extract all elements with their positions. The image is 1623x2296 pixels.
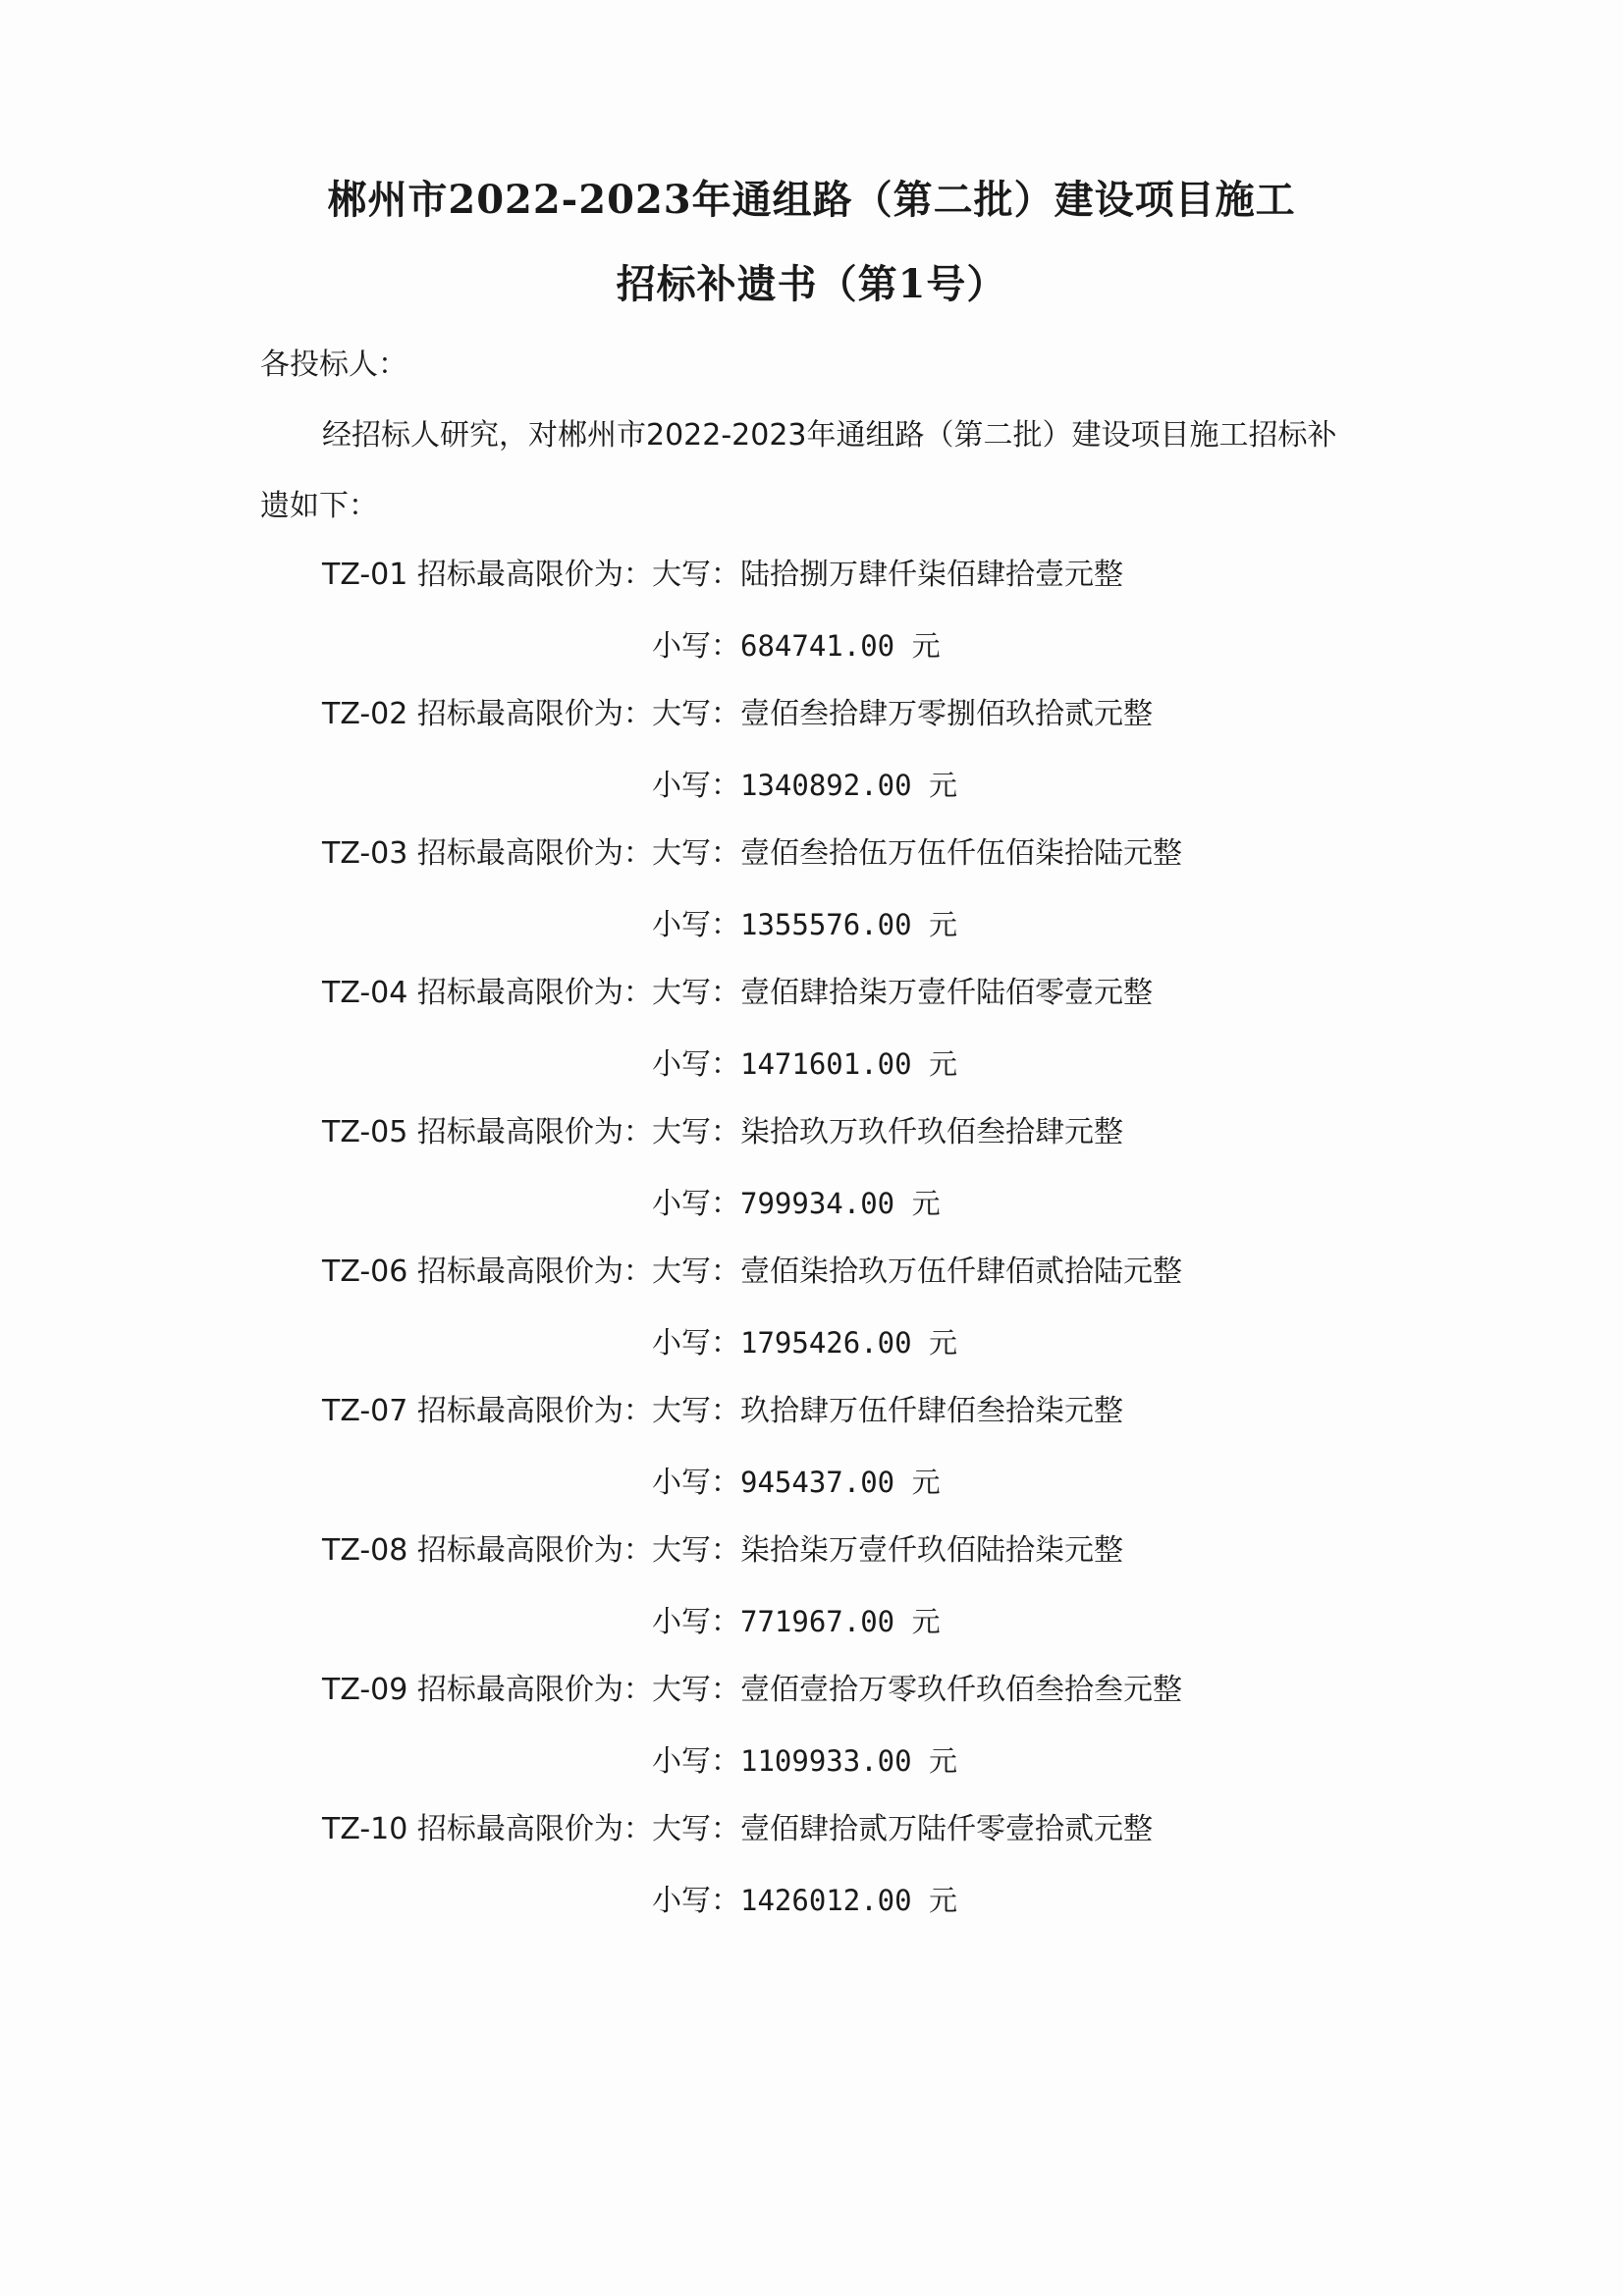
lower-label: 小写： xyxy=(652,1744,740,1779)
lower-amount: 1340892.00 元 xyxy=(740,769,958,802)
item-code-label: TZ-10 招标最高限价为： xyxy=(322,1812,653,1846)
upper-amount-line xyxy=(652,834,1182,874)
upper-amount-line xyxy=(652,695,1153,734)
lower-label: 小写： xyxy=(652,1187,740,1221)
lower-amount-line xyxy=(652,1463,941,1503)
upper-label: 大写： xyxy=(652,976,740,1010)
item-code-label: TZ-08 招标最高限价为： xyxy=(322,1533,653,1568)
lower-amount-line xyxy=(652,1881,957,1921)
lower-amount-line xyxy=(652,1044,957,1085)
lower-amount-line xyxy=(652,1323,957,1363)
upper-amount-line xyxy=(652,974,1153,1013)
upper-amount-line xyxy=(652,1392,1123,1431)
upper-label: 大写： xyxy=(652,1394,740,1428)
lower-label: 小写： xyxy=(652,908,740,942)
upper-label: 大写： xyxy=(652,1115,740,1149)
lower-amount: 1795426.00 元 xyxy=(740,1326,958,1360)
lower-label: 小写： xyxy=(652,1047,740,1082)
lower-amount: 1471601.00 元 xyxy=(740,1047,958,1081)
upper-amount-line xyxy=(652,1253,1182,1292)
upper-amount-line xyxy=(652,1671,1182,1710)
lower-label: 小写： xyxy=(652,1605,740,1639)
lower-amount-line xyxy=(652,626,941,667)
price-item xyxy=(0,1392,1623,1531)
item-code-label: TZ-05 招标最高限价为： xyxy=(322,1115,653,1149)
lower-amount: 945437.00 元 xyxy=(740,1466,941,1499)
price-item xyxy=(0,1113,1623,1253)
salutation: 各投标人： xyxy=(260,347,407,382)
upper-amount: 壹佰壹拾万零玖仟玖佰叁拾叁元整 xyxy=(740,1673,1182,1707)
lower-amount: 684741.00 元 xyxy=(740,629,941,663)
upper-amount-line xyxy=(652,556,1123,595)
upper-amount: 壹佰叁拾伍万伍仟伍佰柒拾陆元整 xyxy=(740,836,1182,871)
lower-label: 小写： xyxy=(652,1326,740,1361)
upper-amount: 玖拾肆万伍仟肆佰叁拾柒元整 xyxy=(740,1394,1123,1428)
price-item xyxy=(0,1253,1623,1392)
item-code-label: TZ-09 招标最高限价为： xyxy=(322,1673,653,1707)
lower-amount-line xyxy=(652,766,957,806)
price-item xyxy=(0,1810,1623,1949)
upper-amount: 壹佰肆拾柒万壹仟陆佰零壹元整 xyxy=(740,976,1153,1010)
intro-text-line-1: 经招标人研究，对郴州市2022-2023年通组路（第二批）建设项目施工招标补 xyxy=(322,418,1337,453)
upper-label: 大写： xyxy=(652,1533,740,1568)
upper-label: 大写： xyxy=(652,1812,740,1846)
upper-amount: 柒拾玖万玖仟玖佰叁拾肆元整 xyxy=(740,1115,1123,1149)
lower-amount: 1355576.00 元 xyxy=(740,908,958,941)
lower-amount: 1426012.00 元 xyxy=(740,1884,958,1917)
intro-text-line-2: 遗如下： xyxy=(260,489,378,523)
upper-label: 大写： xyxy=(652,1255,740,1289)
price-item xyxy=(0,695,1623,834)
price-item xyxy=(0,1671,1623,1810)
upper-label: 大写： xyxy=(652,1673,740,1707)
lower-amount: 799934.00 元 xyxy=(740,1187,941,1220)
lower-amount-line xyxy=(652,1602,941,1642)
document-title-line-1: 郴州市2022-2023年通组路（第二批）建设项目施工 xyxy=(327,177,1296,223)
price-item xyxy=(0,834,1623,974)
upper-amount: 壹佰肆拾贰万陆仟零壹拾贰元整 xyxy=(740,1812,1153,1846)
price-item xyxy=(0,1531,1623,1671)
upper-amount: 壹佰叁拾肆万零捌佰玖拾贰元整 xyxy=(740,697,1153,731)
upper-amount: 柒拾柒万壹仟玖佰陆拾柒元整 xyxy=(740,1533,1123,1568)
lower-amount: 1109933.00 元 xyxy=(740,1744,958,1778)
lower-amount: 771967.00 元 xyxy=(740,1605,941,1638)
lower-label: 小写： xyxy=(652,1884,740,1918)
lower-amount-line xyxy=(652,1184,941,1224)
lower-label: 小写： xyxy=(652,629,740,664)
upper-label: 大写： xyxy=(652,558,740,592)
lower-amount-line xyxy=(652,905,957,945)
document-title-line-2: 招标补遗书（第1号） xyxy=(616,261,1007,307)
lower-label: 小写： xyxy=(652,1466,740,1500)
item-code-label: TZ-04 招标最高限价为： xyxy=(322,976,653,1010)
price-item xyxy=(0,974,1623,1113)
upper-amount-line xyxy=(652,1113,1123,1152)
upper-label: 大写： xyxy=(652,836,740,871)
upper-amount: 壹佰柒拾玖万伍仟肆佰贰拾陆元整 xyxy=(740,1255,1182,1289)
item-code-label: TZ-02 招标最高限价为： xyxy=(322,697,653,731)
upper-amount: 陆拾捌万肆仟柒佰肆拾壹元整 xyxy=(740,558,1123,592)
upper-amount-line xyxy=(652,1531,1123,1571)
item-code-label: TZ-06 招标最高限价为： xyxy=(322,1255,653,1289)
price-item xyxy=(0,556,1623,695)
upper-amount-line xyxy=(652,1810,1153,1849)
item-code-label: TZ-03 招标最高限价为： xyxy=(322,836,653,871)
lower-amount-line xyxy=(652,1741,957,1782)
lower-label: 小写： xyxy=(652,769,740,803)
item-code-label: TZ-01 招标最高限价为： xyxy=(322,558,653,592)
item-code-label: TZ-07 招标最高限价为： xyxy=(322,1394,653,1428)
upper-label: 大写： xyxy=(652,697,740,731)
